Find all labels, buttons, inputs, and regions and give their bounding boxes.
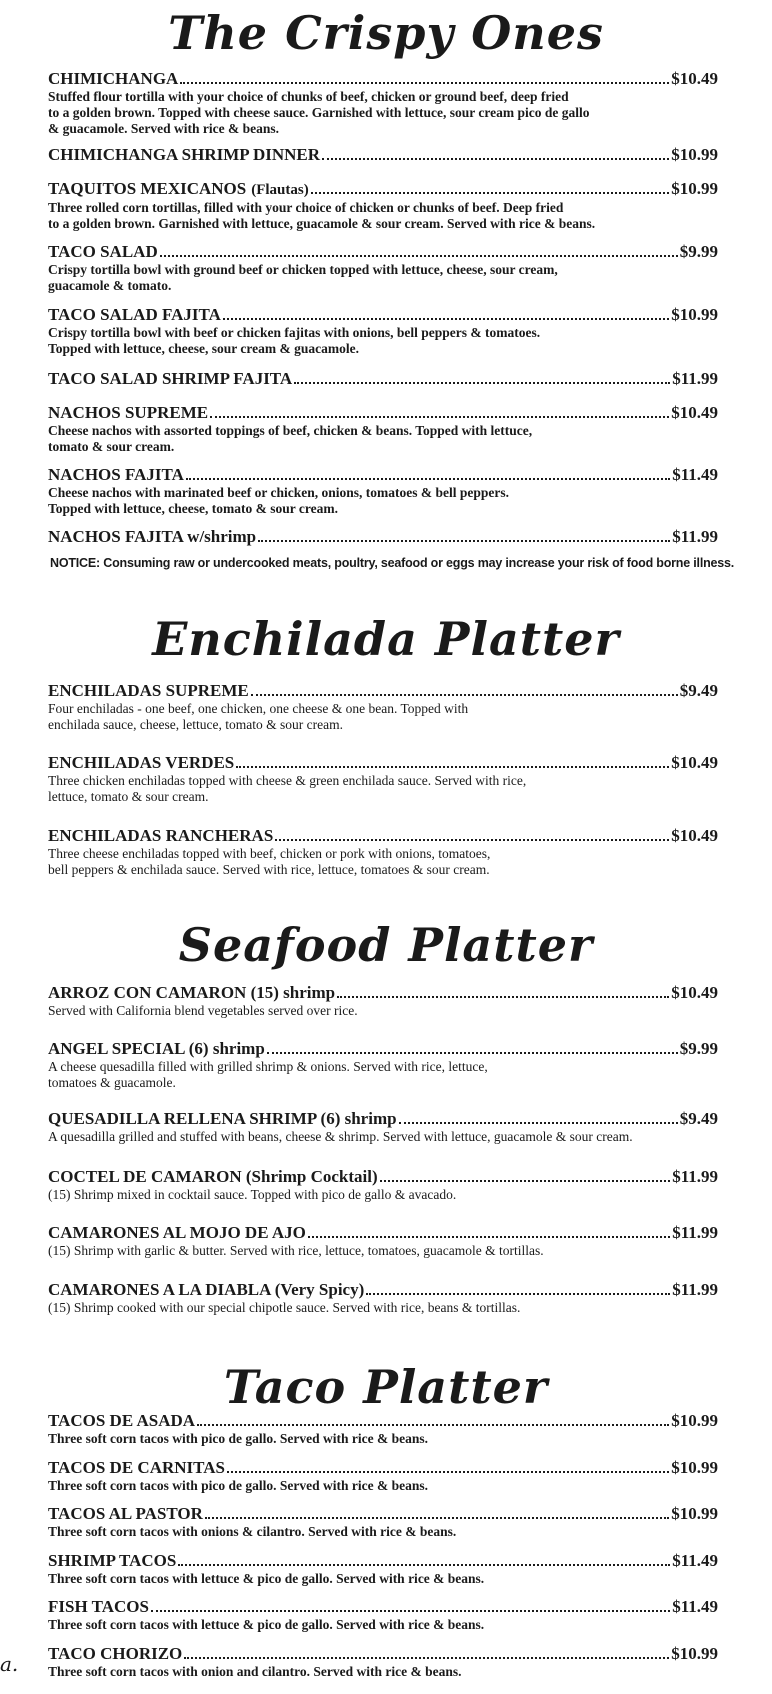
- notice-text: NOTICE: Consuming raw or undercooked meats, poultry, seafood or eggs may increase your risk of food borne illness.: [50, 556, 735, 570]
- menu-item-name: TAQUITOS MEXICANOS: [48, 179, 247, 198]
- dot-leader: [186, 466, 670, 480]
- menu-item-name: ANGEL SPECIAL (6) shrimp: [48, 1039, 265, 1058]
- menu-item-header: [48, 682, 718, 700]
- dot-leader: [322, 146, 669, 160]
- menu-item-name: CHIMICHANGA SHRIMP DINNER: [48, 145, 321, 164]
- dot-leader: [294, 370, 670, 384]
- menu-item-header: [48, 146, 718, 164]
- menu-item-name: TACO CHORIZO: [48, 1644, 183, 1663]
- dot-leader: [308, 1224, 670, 1238]
- menu-item-header: [48, 1224, 718, 1242]
- menu-item-description: (15) Shrimp with garlic & butter. Served with rice, lettuce, tomatoes, guacamole & tortillas.: [48, 1243, 544, 1258]
- menu-item: [48, 1040, 718, 1090]
- menu-item-price: $11.99: [672, 1223, 718, 1242]
- menu-item-header: [48, 243, 718, 261]
- dot-leader: [205, 1505, 669, 1519]
- menu-item-price: $11.99: [672, 369, 718, 388]
- menu-item-price: $10.99: [671, 1644, 718, 1663]
- menu-item-name: TACOS DE CARNITAS: [48, 1458, 225, 1477]
- section-title-crispy: The Crispy Ones: [168, 6, 604, 60]
- dot-leader: [236, 754, 669, 768]
- menu-item-description: Topped with lettuce, cheese, sour cream & guacamole.: [48, 341, 359, 356]
- menu-item: [48, 404, 718, 454]
- menu-item-name: NACHOS SUPREME: [48, 403, 209, 422]
- menu-item-name: TACOS DE ASADA: [48, 1411, 196, 1430]
- menu-item-name: FISH TACOS: [48, 1597, 149, 1616]
- menu-item-name: COCTEL DE CAMARON (Shrimp Cocktail): [48, 1167, 378, 1186]
- menu-item-description: Three chicken enchiladas topped with cheese & green enchilada sauce. Served with rice,: [48, 773, 527, 788]
- menu-item-price: $11.49: [672, 465, 718, 484]
- menu-item-description: tomato & sour cream.: [48, 439, 175, 454]
- menu-item-header: [48, 306, 718, 324]
- menu-item-description: Three cheese enchiladas topped with beef, chicken or pork with onions, tomatoes,: [48, 846, 491, 861]
- menu-item-name: ENCHILADAS RANCHERAS: [48, 826, 274, 845]
- edge-mark: a.: [0, 1652, 19, 1676]
- menu-item-price: $9.49: [679, 681, 718, 700]
- menu-item-price: $10.99: [671, 1504, 718, 1523]
- menu-item-description: A cheese quesadilla filled with grilled shrimp & onions. Served with rice, lettuce,: [48, 1059, 488, 1074]
- menu-item: [48, 370, 718, 388]
- menu-item: [48, 1552, 718, 1586]
- menu-item-price: $11.99: [672, 527, 718, 546]
- section-title-enchilada: Enchilada Platter: [152, 612, 620, 666]
- dot-leader: [151, 1598, 670, 1612]
- menu-item-header: [48, 754, 718, 772]
- menu-item-price: $10.49: [671, 403, 718, 422]
- menu-item: [48, 1168, 718, 1202]
- menu-item: [48, 1645, 718, 1679]
- menu-item-price: $10.99: [671, 145, 718, 164]
- menu-item-price: $11.99: [672, 1280, 718, 1299]
- menu-item-description: Cheese nachos with assorted toppings of beef, chicken & beans. Topped with lettuce,: [48, 423, 533, 438]
- menu-item-description: Three soft corn tacos with onion and cilantro. Served with rice & beans.: [48, 1664, 462, 1679]
- menu-item-description: Crispy tortilla bowl with beef or chicken fajitas with onions, bell peppers & tomatoes.: [48, 325, 541, 340]
- section-title-seafood: Seafood Platter: [178, 918, 594, 972]
- menu-item: [48, 1598, 718, 1632]
- menu-item-price: $11.49: [672, 1551, 718, 1570]
- menu-item-header: [48, 404, 718, 422]
- menu-item-description: to a golden brown. Topped with cheese sauce. Garnished with lettuce, sour cream pico de gallo: [48, 105, 590, 120]
- menu-item-name: TACO SALAD SHRIMP FAJITA: [48, 369, 293, 388]
- menu-item: [48, 682, 718, 732]
- menu-item-description: (15) Shrimp mixed in cocktail sauce. Topped with pico de gallo & avacado.: [48, 1187, 457, 1202]
- menu-item: [48, 754, 718, 804]
- dot-leader: [160, 243, 678, 257]
- menu-item-description: Three soft corn tacos with lettuce & pico de gallo. Served with rice & beans.: [48, 1571, 485, 1586]
- menu-item: [48, 1412, 718, 1446]
- dot-leader: [223, 306, 669, 320]
- menu-item: [48, 146, 718, 164]
- menu-item: [48, 70, 718, 136]
- dot-leader: [380, 1168, 671, 1182]
- dot-leader: [311, 180, 670, 194]
- menu-item: [48, 528, 718, 546]
- menu-item-name: TACO SALAD FAJITA: [48, 305, 221, 324]
- menu-item-name: TACOS AL PASTOR: [48, 1504, 203, 1523]
- dot-leader: [399, 1110, 678, 1124]
- dot-leader: [251, 682, 678, 696]
- menu-item-header: [48, 180, 718, 199]
- menu-item-description: enchilada sauce, cheese, lettuce, tomato & sour cream.: [48, 717, 343, 732]
- menu-item-description: tomatoes & guacamole.: [48, 1075, 176, 1090]
- menu-item: [48, 306, 718, 356]
- menu-item-price: $10.49: [671, 983, 718, 1002]
- menu-item-price: $9.99: [679, 242, 718, 261]
- menu-item-price: $11.99: [672, 1167, 718, 1186]
- menu-item: [48, 466, 718, 516]
- menu-item-description: Three soft corn tacos with pico de gallo. Served with rice & beans.: [48, 1478, 428, 1493]
- menu-item-price: $10.99: [671, 1458, 718, 1477]
- menu-item-name: NACHOS FAJITA: [48, 465, 184, 484]
- menu-item-price: $10.99: [671, 305, 718, 324]
- menu-item-price: $10.49: [671, 826, 718, 845]
- menu-item-description: to a golden brown. Garnished with lettuce, guacamole & sour cream. Served with rice & beans.: [48, 216, 596, 231]
- menu-item: [48, 180, 718, 231]
- menu-item-description: Stuffed flour tortilla with your choice of chunks of beef, chicken or ground beef, deep fried: [48, 89, 569, 104]
- dot-leader: [227, 1459, 669, 1473]
- menu-item-header: [48, 1412, 718, 1430]
- menu-item-description: guacamole & tomato.: [48, 278, 172, 293]
- menu-item-name: SHRIMP TACOS: [48, 1551, 177, 1570]
- menu-item-name: CHIMICHANGA: [48, 69, 179, 88]
- menu-item-name: ENCHILADAS VERDES: [48, 753, 235, 772]
- menu-item-description: lettuce, tomato & sour cream.: [48, 789, 209, 804]
- menu-item: [48, 1224, 718, 1258]
- menu-item-description: Three soft corn tacos with onions & cilantro. Served with rice & beans.: [48, 1524, 457, 1539]
- menu-item-name: NACHOS FAJITA w/shrimp: [48, 527, 257, 546]
- menu-item-description: Cheese nachos with marinated beef or chicken, onions, tomatoes & bell peppers.: [48, 485, 509, 500]
- menu-item: [48, 243, 718, 293]
- menu-item-description: Crispy tortilla bowl with ground beef or chicken topped with lettuce, cheese, sour cream,: [48, 262, 558, 277]
- menu-item-header: [48, 70, 718, 88]
- menu-item-description: Topped with lettuce, cheese, tomato & sour cream.: [48, 501, 338, 516]
- dot-leader: [366, 1281, 670, 1295]
- menu-item-header: [48, 466, 718, 484]
- menu-item-header: [48, 1552, 718, 1570]
- menu-item-description: bell peppers & enchilada sauce. Served with rice, lettuce, tomatoes & sour cream.: [48, 862, 490, 877]
- menu-item-price: $10.99: [671, 179, 718, 198]
- menu-item-price: $9.49: [679, 1109, 718, 1128]
- menu-item-header: [48, 370, 718, 388]
- menu-item-header: [48, 1281, 718, 1299]
- menu-item: [48, 1281, 718, 1315]
- section-title-taco: Taco Platter: [223, 1360, 549, 1414]
- menu-item: [48, 1505, 718, 1539]
- menu-item-description: Three rolled corn tortillas, filled with your choice of chicken or chunks of beef. Deep fried: [48, 200, 564, 215]
- menu-item-name: CAMARONES A LA DIABLA (Very Spicy): [48, 1280, 365, 1299]
- dot-leader: [197, 1412, 669, 1426]
- menu-item-header: [48, 1598, 718, 1616]
- menu-item-header: [48, 1040, 718, 1058]
- menu-item-price: $10.49: [671, 69, 718, 88]
- menu-item: [48, 1110, 718, 1144]
- menu-item-header: [48, 1110, 718, 1128]
- menu-item-name: ARROZ CON CAMARON (15) shrimp: [48, 983, 336, 1002]
- menu-item-header: [48, 1168, 718, 1186]
- menu-item-name: CAMARONES AL MOJO DE AJO: [48, 1223, 306, 1242]
- menu-item-header: [48, 528, 718, 546]
- menu-item-header: [48, 827, 718, 845]
- menu-item-description: (15) Shrimp cooked with our special chipotle sauce. Served with rice, beans & tortillas.: [48, 1300, 521, 1315]
- menu-item-description: Served with California blend vegetables served over rice.: [48, 1003, 358, 1018]
- dot-leader: [210, 404, 669, 418]
- menu-item-header: [48, 984, 718, 1002]
- menu-item-name: ENCHILADAS SUPREME: [48, 681, 249, 700]
- dot-leader: [267, 1040, 678, 1054]
- menu-item-name: QUESADILLA RELLENA SHRIMP (6) shrimp: [48, 1109, 397, 1128]
- menu-item-header: [48, 1459, 718, 1477]
- menu-item-price: $9.99: [679, 1039, 718, 1058]
- menu-item: [48, 827, 718, 877]
- menu-item-description: & guacamole. Served with rice & beans.: [48, 121, 279, 136]
- menu-item-name: TACO SALAD: [48, 242, 158, 261]
- dot-leader: [275, 827, 669, 841]
- dot-leader: [184, 1645, 669, 1659]
- menu-item-header: [48, 1505, 718, 1523]
- menu-item-price: $10.49: [671, 753, 718, 772]
- menu-item-price: $10.99: [671, 1411, 718, 1430]
- menu-item-price: $11.49: [672, 1597, 718, 1616]
- menu-item-description: A quesadilla grilled and stuffed with beans, cheese & shrimp. Served with lettuce, guacamole & sour cream.: [48, 1129, 633, 1144]
- dot-leader: [337, 984, 669, 998]
- menu-item-description: Three soft corn tacos with pico de gallo. Served with rice & beans.: [48, 1431, 428, 1446]
- menu-item-header: [48, 1645, 718, 1663]
- menu-item-description: Four enchiladas - one beef, one chicken, one cheese & one bean. Topped with: [48, 701, 469, 716]
- menu-item: [48, 984, 718, 1018]
- menu-item: [48, 1459, 718, 1493]
- menu-item-subname: (Flautas): [251, 182, 309, 198]
- menu-item-description: Three soft corn tacos with lettuce & pico de gallo. Served with rice & beans.: [48, 1617, 485, 1632]
- dot-leader: [258, 528, 670, 542]
- dot-leader: [178, 1552, 670, 1566]
- dot-leader: [180, 70, 669, 84]
